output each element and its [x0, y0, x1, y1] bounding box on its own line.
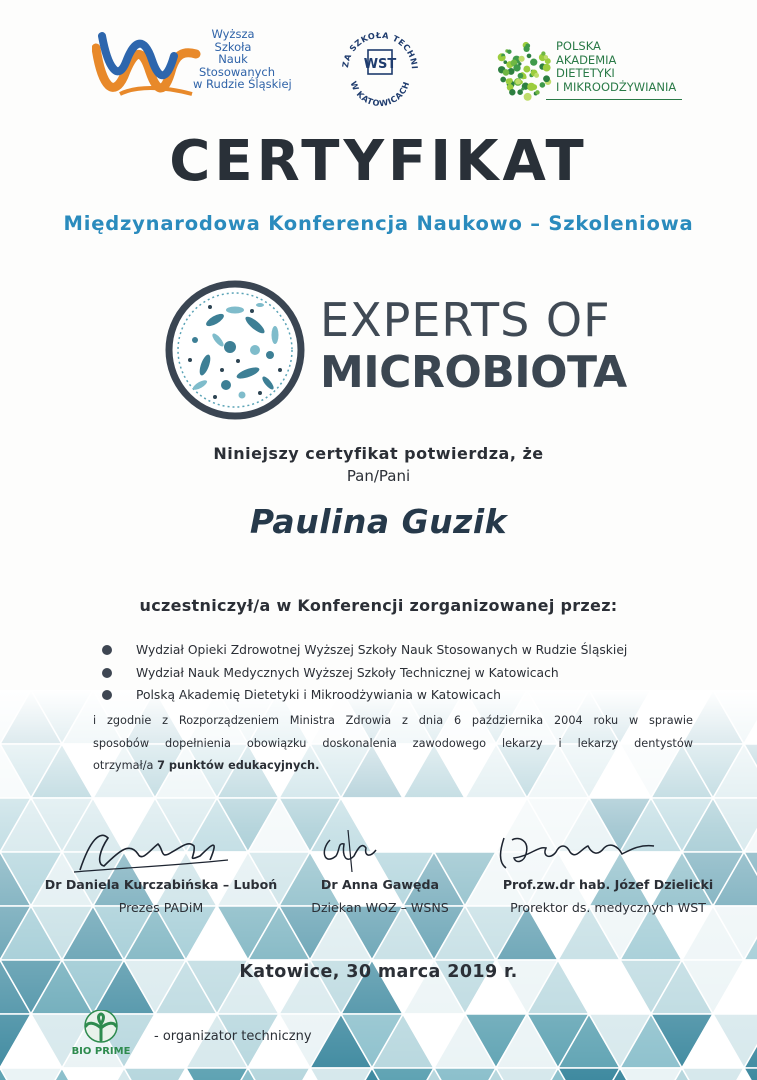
signatory-name-2: Dr Anna Gawęda [320, 877, 440, 892]
padim-dot [527, 83, 535, 91]
padim-logo [494, 40, 694, 110]
padim-dot [519, 56, 525, 62]
signatory-name-3: Prof.zw.dr hab. Józef Dzielicki [502, 877, 714, 892]
padim-logo-text [556, 40, 676, 94]
event-logo-line-2: MICROBIOTA [320, 347, 627, 398]
padim-line-3: DIETETYKI [556, 66, 615, 80]
padim-line-1: POLSKA [556, 39, 601, 53]
wst-seal-top-text: ZA SZKOŁA TECHNI [340, 29, 421, 70]
petri-dish-microbes-icon [160, 275, 310, 425]
svg-text:W KATOWICACH [348, 80, 411, 109]
regulation-line-3-prefix: otrzymał/a [93, 759, 158, 772]
regulation-paragraph [93, 710, 693, 778]
padim-dot [525, 43, 530, 48]
wsns-wave-icon [92, 28, 202, 110]
signatory-name-1: Dr Daniela Kurczabińska – Luboń [44, 877, 278, 892]
padim-underline [546, 99, 682, 100]
padim-dot [524, 93, 532, 101]
padim-dots-icon [494, 40, 554, 102]
wsns-line-5: w Rudzie Śląskiej [193, 77, 292, 92]
certificate-title: CERTYFIKAT [169, 129, 588, 194]
regulation-line-1: i zgodnie z Rozporządzeniem Ministra Zdrowia z dnia 6 października 2004 roku w sprawie [93, 714, 693, 727]
padim-dot [515, 79, 521, 85]
experts-of-microbiota-logo [160, 275, 627, 425]
signature-dzielicki [490, 820, 670, 880]
wst-seal-bottom-text: W KATOWICACH [348, 79, 412, 109]
padim-line-2: AKADEMIA [556, 52, 617, 67]
event-logo-line-1: EXPERTS OF [320, 293, 611, 347]
organizer-text: Wydział Opieki Zdrowotnej Wyższej Szkoły Nauk Stosowanych w Rudzie Śląskiej [136, 643, 628, 657]
padim-dot [503, 69, 510, 76]
organizers-list [100, 639, 720, 707]
wsns-line-2: Szkoła [214, 39, 252, 54]
list-item [100, 662, 720, 685]
regulation-line-3 [93, 755, 693, 778]
padim-dot [506, 78, 512, 84]
wsns-line-4: Stosowanych [199, 64, 276, 79]
padim-dot [543, 64, 551, 72]
padim-dot [534, 73, 539, 78]
padim-dot [503, 60, 507, 64]
signatory-role-3: Prorektor ds. medycznych WST [510, 900, 706, 915]
bio-prime-logo [66, 1010, 136, 1070]
padim-dot [523, 66, 530, 73]
padim-dot [507, 49, 511, 53]
education-points: 7 punktów edukacyjnych. [157, 759, 320, 772]
padim-dot [518, 62, 521, 65]
confirm-text: Niniejszy certyfikat potwierdza, że [213, 444, 544, 463]
recipient-name: Paulina Guzik [249, 502, 508, 541]
list-item [100, 684, 720, 707]
signature-gaweda [300, 820, 420, 880]
padim-dot [541, 51, 545, 55]
padim-dot [502, 56, 506, 60]
svg-text:WST: WST [363, 57, 397, 72]
technical-organizer-text: - organizator techniczny [154, 1029, 312, 1044]
padim-dot [521, 87, 524, 90]
padim-dot [540, 82, 546, 88]
organizer-text: Wydział Nauk Medycznych Wyższej Szkoły Technicznej w Katowicach [136, 665, 559, 680]
bullet-icon [102, 645, 112, 655]
wsns-logo-text [193, 27, 292, 92]
signatory-role-2: Dziekan WOZ – WSNS [311, 900, 449, 915]
wst-seal-logo [334, 18, 426, 110]
padim-line-4: I MIKROODŻYWIANIA [556, 79, 677, 94]
padim-dot [535, 90, 540, 95]
participated-text: uczestniczył/a w Konferencji zorganizowanej przez: [139, 596, 618, 615]
organizer-text: Polską Akademię Dietetyki i Mikroodżywiania w Katowicach [136, 688, 501, 702]
padim-dot [527, 54, 532, 59]
issue-date: Katowice, 30 marca 2019 r. [239, 962, 518, 982]
wsns-line-3: Nauk [218, 52, 248, 67]
regulation-line-2: sposobów dopełnienia obowiązku doskonalenia zawodowego lekarzy i lekarzy dentystów [93, 736, 693, 750]
padim-dot [530, 59, 537, 66]
bullet-icon [102, 668, 112, 678]
bullet-icon [102, 690, 112, 700]
signatory-role-1: Prezes PADiM [118, 900, 204, 915]
wsns-line-1: Wyższa [211, 27, 255, 41]
bio-prime-tree-icon [66, 1010, 136, 1048]
padim-dot [509, 89, 515, 95]
padim-dot [544, 55, 548, 59]
padim-dot [500, 77, 506, 83]
salutation: Pan/Pani [346, 467, 411, 485]
padim-dot [518, 73, 524, 79]
wsns-logo [92, 27, 292, 110]
list-item [100, 639, 720, 662]
wst-mark-icon [364, 50, 397, 74]
padim-dot [523, 76, 526, 79]
signature-kurczabinska [60, 820, 300, 880]
conference-subtitle: Międzynarodowa Konferencja Naukowo – Szkoleniowa [63, 212, 694, 235]
padim-dot [543, 75, 550, 82]
bio-prime-label: BIO PRIME [71, 1046, 131, 1057]
